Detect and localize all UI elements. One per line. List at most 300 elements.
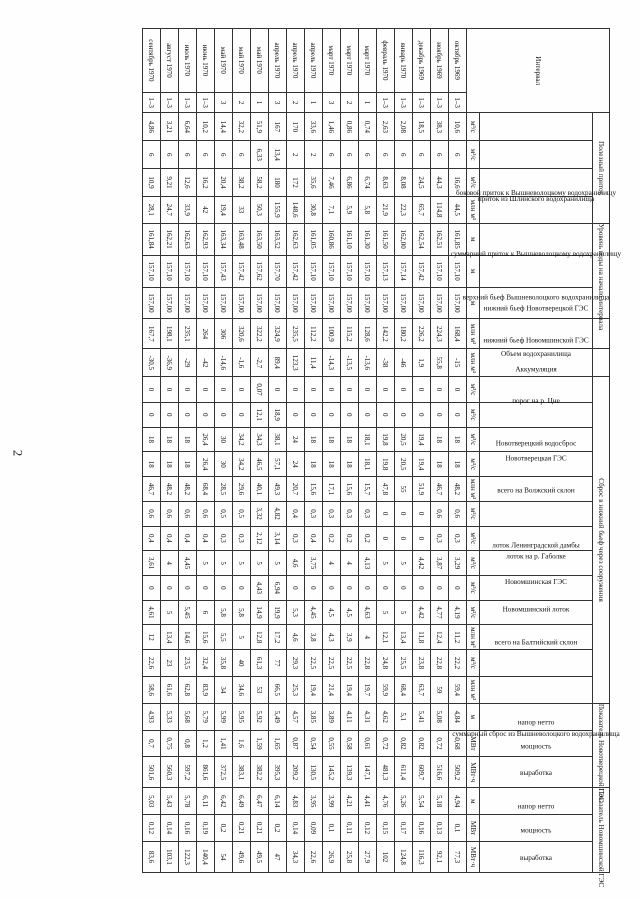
table-cell: 13,4 [161, 625, 179, 650]
table-cell: 30,8 [305, 196, 323, 223]
table-cell: 0,4 [143, 526, 161, 551]
table-cell: 383,1 [233, 757, 251, 788]
row-period: февраль 1970 [377, 29, 395, 93]
table-cell: -29 [179, 349, 197, 377]
row-decade: 1–3 [197, 92, 215, 113]
column-header-12: Новотверецкий водосброс [480, 402, 593, 427]
table-cell: 6 [377, 141, 395, 169]
row-decade: 1–3 [377, 92, 395, 113]
table-cell: 6 [197, 141, 215, 169]
table-cell: 157,00 [287, 287, 305, 319]
table-cell: 0,3 [359, 501, 377, 526]
table-cell: 167,7 [143, 319, 161, 349]
table-cell: 1,65 [269, 730, 287, 757]
table-cell: 19,8 [377, 427, 395, 452]
table-cell: 30 [215, 452, 233, 477]
table-cell: 4,3 [323, 625, 341, 650]
table-cell: 3,99 [323, 788, 341, 815]
table-cell: 157,00 [233, 287, 251, 319]
table-cell: 12,8 [251, 625, 269, 650]
table-cell: 155,9 [269, 196, 287, 223]
table-cell: 0,12 [143, 815, 161, 842]
table-cell: 18 [161, 427, 179, 452]
table-cell: 33 [233, 196, 251, 223]
table-cell: 0 [287, 377, 305, 403]
table-cell: 115,2 [341, 319, 359, 349]
table-cell: 4,6 [287, 625, 305, 650]
column-unit-2: м³/с [467, 113, 480, 141]
table-cell: 2,12 [251, 526, 269, 551]
table-cell: 5,43 [161, 788, 179, 815]
table-cell: 46,7 [143, 477, 161, 502]
table-cell: 92,1 [431, 841, 449, 872]
column-unit-21: млн м³ [467, 625, 480, 650]
table-cell: 0,5 [215, 501, 233, 526]
table-cell: 4,5 [323, 600, 341, 625]
table-cell: 157,00 [305, 287, 323, 319]
table-cell: 0 [143, 575, 161, 600]
table-cell: 0,16 [413, 815, 431, 842]
table-cell: 32,2 [233, 113, 251, 141]
table-cell: 0,21 [233, 815, 251, 842]
table-cell: 0 [413, 526, 431, 551]
table-cell: 4,45 [179, 551, 197, 576]
table-cell: 157,00 [269, 287, 287, 319]
row-period: июль 1970 [179, 29, 197, 93]
table-cell: 3,32 [251, 501, 269, 526]
group-header-interval: Интервал [467, 29, 610, 113]
table-cell: 157,00 [179, 287, 197, 319]
table-cell: 162,00 [395, 223, 413, 255]
table-cell: 4,76 [377, 788, 395, 815]
row-period: март 1970 [359, 29, 377, 93]
group-header-row [593, 29, 610, 873]
table-cell: 5,08 [431, 703, 449, 730]
table-cell: 172 [287, 169, 305, 197]
table-cell: 6,11 [197, 788, 215, 815]
table-cell: 18 [161, 452, 179, 477]
table-cell: 157,10 [197, 255, 215, 287]
table-cell: 53 [251, 676, 269, 703]
table-cell: 25,5 [395, 650, 413, 677]
table-cell: 34,2 [233, 452, 251, 477]
table-cell: 5 [395, 551, 413, 576]
table-cell: 157,14 [395, 255, 413, 287]
table-cell: 0,3 [431, 526, 449, 551]
table-cell: 3,14 [269, 526, 287, 551]
table-cell: -13,6 [359, 349, 377, 377]
table-cell: 19,4 [341, 676, 359, 703]
table-cell: 162,93 [197, 223, 215, 255]
table-cell: 6 [143, 141, 161, 169]
table-cell: 100,9 [323, 319, 341, 349]
row-decade: 1–3 [431, 92, 449, 113]
table-cell: 42 [197, 196, 215, 223]
table-cell: 0,4 [305, 526, 323, 551]
table-cell: 209,2 [287, 757, 305, 788]
table-cell: 18 [449, 427, 467, 452]
table-cell: 112,2 [305, 319, 323, 349]
table-cell: -42 [197, 349, 215, 377]
column-header-2: боковой приток к Вышневолоцкому водохранилищу [480, 113, 593, 141]
table-cell: 160,86 [323, 223, 341, 255]
table-cell: 161,50 [377, 223, 395, 255]
table-cell: 61,6 [161, 676, 179, 703]
table-cell: 26,4 [197, 452, 215, 477]
table-cell: 0 [395, 501, 413, 526]
table-cell: 34,6 [233, 676, 251, 703]
table-cell: 180 [269, 169, 287, 197]
table-cell: 6 [179, 141, 197, 169]
table-cell: 0,21 [251, 815, 269, 842]
column-header-16: лоток Ленинградской дамбы [480, 501, 593, 526]
table-cell: 19,7 [359, 676, 377, 703]
table-cell: -1,6 [233, 349, 251, 377]
table-cell: 0,82 [395, 730, 413, 757]
table-cell: 19,4 [413, 427, 431, 452]
table-cell: 162,63 [287, 223, 305, 255]
table-cell: -14,3 [323, 349, 341, 377]
table-cell: 6 [323, 141, 341, 169]
table-cell: 163,50 [251, 223, 269, 255]
table-cell: 24 [287, 427, 305, 452]
column-unit-17: м³/с [467, 526, 480, 551]
table-cell: 59,4 [449, 676, 467, 703]
table-row [377, 29, 395, 873]
table-cell: 34 [215, 676, 233, 703]
column-header-3: приток из Шлинского водохранилища [480, 141, 593, 169]
table-cell: 4,57 [287, 703, 305, 730]
row-period: апрель 1970 [305, 29, 323, 93]
table-cell: 5,78 [179, 788, 197, 815]
table-cell: 611,4 [395, 757, 413, 788]
table-cell: 18 [449, 452, 467, 477]
table-cell: 157,62 [251, 255, 269, 287]
row-period: апрель 1970 [269, 29, 287, 93]
table-cell: 33,6 [305, 113, 323, 141]
table-row [413, 29, 431, 873]
table-cell: 3,85 [305, 703, 323, 730]
table-cell: 0 [305, 402, 323, 427]
table-cell: 18 [341, 427, 359, 452]
table-cell: 22,5 [305, 650, 323, 677]
table-cell: 157,00 [377, 287, 395, 319]
table-cell: 22,2 [449, 650, 467, 677]
table-cell: 83,6 [143, 841, 161, 872]
column-header-22: суммарный сброс из Вышневолоцкого водохранилища [480, 650, 593, 677]
row-decade: 1–3 [143, 92, 161, 113]
table-cell: 18 [431, 427, 449, 452]
table-cell: 38,2 [233, 169, 251, 197]
table-cell: 162,21 [161, 223, 179, 255]
table-cell: 226,2 [413, 319, 431, 349]
column-header-26: выработка [480, 757, 593, 788]
table-cell: 5 [233, 551, 251, 576]
table-cell: 0,54 [305, 730, 323, 757]
table-cell: 103,1 [161, 841, 179, 872]
table-cell: 9,21 [161, 169, 179, 197]
page-number: 2 [10, 449, 26, 457]
table-cell: 162,51 [431, 223, 449, 255]
column-unit-19: м³/с [467, 575, 480, 600]
table-cell: 18,9 [269, 402, 287, 427]
table-cell: 0,3 [215, 526, 233, 551]
column-unit-26: МВт·ч [467, 757, 480, 788]
table-cell: 38,3 [431, 113, 449, 141]
table-body [143, 29, 467, 873]
table-cell: 1,59 [251, 730, 269, 757]
table-cell: 0,4 [287, 501, 305, 526]
table-cell: 157,10 [341, 255, 359, 287]
column-unit-16: м³/с [467, 501, 480, 526]
table-cell: 124,8 [395, 841, 413, 872]
column-unit-22: м³/с [467, 650, 480, 677]
table-cell: 18,1 [359, 452, 377, 477]
table-cell: 0 [359, 377, 377, 403]
table-cell: 6 [233, 141, 251, 169]
table-cell: 18 [341, 452, 359, 477]
table-cell: 0 [413, 402, 431, 427]
column-header-7: нижний бьеф Новотверецкой ГЭС [480, 255, 593, 287]
table-cell: 324,9 [269, 319, 287, 349]
table-cell: 65,7 [413, 196, 431, 223]
table-cell: 157,00 [215, 287, 233, 319]
table-cell: 116,3 [413, 841, 431, 872]
table-cell: 163,34 [215, 223, 233, 255]
column-header-8: нижний бьеф Новомшинской ГЭС [480, 287, 593, 319]
row-period: май 1970 [251, 29, 269, 93]
table-cell: 35,8 [215, 650, 233, 677]
table-cell: 0,55 [323, 730, 341, 757]
table-cell: 5,92 [251, 703, 269, 730]
column-unit-14: м³/с [467, 452, 480, 477]
table-cell: 11,2 [449, 625, 467, 650]
table-cell: 0 [431, 402, 449, 427]
group-header-spacer-2 [593, 349, 610, 377]
table-cell: 0 [395, 402, 413, 427]
row-decade: 3 [215, 92, 233, 113]
table-cell: 168,4 [449, 319, 467, 349]
table-cell: 0 [305, 377, 323, 403]
table-cell: 20,7 [287, 477, 305, 502]
table-cell: 6,14 [269, 788, 287, 815]
table-cell: 4,42 [413, 551, 431, 576]
table-row [323, 29, 341, 873]
column-header-17: лоток на р. Габолке [480, 526, 593, 551]
table-cell: 0 [449, 377, 467, 403]
table-cell: 0,74 [359, 113, 377, 141]
column-header-9: Объем водохранилища [480, 319, 593, 349]
column-unit-23: млн м³ [467, 676, 480, 703]
table-cell: 4 [341, 551, 359, 576]
table-cell: 6,42 [215, 788, 233, 815]
table-cell: 5,99 [215, 703, 233, 730]
table-cell: 157,10 [359, 255, 377, 287]
table-cell: 114,8 [431, 196, 449, 223]
table-cell: 157,00 [161, 287, 179, 319]
column-header-6: верхний бьеф Вышневолоцкого водохранилища [480, 223, 593, 255]
table-cell: 18 [323, 452, 341, 477]
table-cell: 157,00 [449, 287, 467, 319]
table-cell: 0 [395, 575, 413, 600]
table-row [359, 29, 377, 873]
column-unit-7: м [467, 255, 480, 287]
table-cell: 0,75 [161, 730, 179, 757]
table-cell: 1,9 [413, 349, 431, 377]
table-cell: 157,10 [449, 255, 467, 287]
table-row [197, 29, 215, 873]
table-cell: 19,8 [377, 452, 395, 477]
table-cell: 4,93 [143, 703, 161, 730]
table-cell: 5,9 [341, 196, 359, 223]
table-cell: 306 [215, 319, 233, 349]
table-cell: 0,4 [179, 526, 197, 551]
table-cell: 0,72 [431, 730, 449, 757]
table-cell: 83,9 [197, 676, 215, 703]
table-cell: 0,1 [323, 815, 341, 842]
table-cell: 0 [143, 402, 161, 427]
table-cell: 0 [305, 575, 323, 600]
column-header-25: мощность [480, 730, 593, 757]
table-cell: 0 [197, 402, 215, 427]
table-cell: 18 [179, 452, 197, 477]
table-cell: 157,10 [161, 255, 179, 287]
table-cell: 22,8 [359, 650, 377, 677]
table-cell: 0 [287, 575, 305, 600]
table-cell: 0,61 [359, 730, 377, 757]
table-cell: 20,4 [215, 169, 233, 197]
row-period: март 1970 [341, 29, 359, 93]
column-header-24: напор нетто [480, 703, 593, 730]
table-cell: 4 [359, 625, 377, 650]
table-cell: 10,6 [449, 113, 467, 141]
table-cell: 0,12 [359, 815, 377, 842]
table-cell: 597,2 [179, 757, 197, 788]
table-cell: 0 [449, 402, 467, 427]
row-period: апрель 1970 [287, 29, 305, 93]
column-header-14: всего на Волжский склон [480, 452, 593, 477]
table-cell: 46,7 [431, 477, 449, 502]
table-cell: 16,2 [197, 169, 215, 197]
row-period: январь 1970 [395, 29, 413, 93]
row-decade: 2 [287, 92, 305, 113]
table-cell: 6 [161, 141, 179, 169]
table-cell: 0 [143, 377, 161, 403]
table-cell: 11,8 [413, 625, 431, 650]
table-cell: 58,2 [251, 169, 269, 197]
row-period: декабрь 1969 [413, 29, 431, 93]
table-cell: 17,1 [323, 477, 341, 502]
table-cell: 162,54 [413, 223, 431, 255]
table-row [305, 29, 323, 873]
table-cell: 22,5 [323, 650, 341, 677]
table-cell: 0 [323, 575, 341, 600]
table-cell: 0 [197, 575, 215, 600]
table-cell: 6,33 [251, 141, 269, 169]
column-unit-24: м [467, 703, 480, 730]
table-cell: 63,7 [413, 676, 431, 703]
table-cell: 10,2 [197, 113, 215, 141]
table-cell: 157,70 [269, 255, 287, 287]
table-cell: 55 [395, 477, 413, 502]
table-cell: 130,5 [305, 757, 323, 788]
table-cell: 0,6 [179, 501, 197, 526]
row-decade: 1–3 [161, 92, 179, 113]
table-cell: 0 [341, 575, 359, 600]
column-unit-8: м [467, 287, 480, 319]
table-cell: 6 [341, 141, 359, 169]
table-cell: 29,3 [287, 650, 305, 677]
table-cell: 5,5 [215, 625, 233, 650]
table-cell: 57,1 [269, 452, 287, 477]
column-unit-29: МВт·ч [467, 841, 480, 872]
group-header-novomsh: Показатель Новомшинской ГЭС [593, 788, 610, 873]
table-cell: 34,3 [287, 841, 305, 872]
column-header-28: мощность [480, 815, 593, 842]
table-row [161, 29, 179, 873]
table-cell: 3,8 [305, 625, 323, 650]
table-cell: 0,14 [287, 815, 305, 842]
table-cell: 66,5 [269, 676, 287, 703]
table-cell: 49,6 [233, 841, 251, 872]
table-cell: 18 [323, 427, 341, 452]
table-cell: 55,8 [431, 349, 449, 377]
table-cell: 0 [395, 377, 413, 403]
table-cell: 372,5 [215, 757, 233, 788]
table-cell: 44,5 [449, 196, 467, 223]
table-cell: 0 [449, 575, 467, 600]
rotated-table-container [20, 28, 622, 888]
column-header-13: Новотверецкая ГЭС [480, 427, 593, 452]
group-header-discharge: Сброс в нижний бьеф через сооружения [593, 377, 610, 704]
table-cell: 0,17 [395, 815, 413, 842]
table-cell: 0 [413, 575, 431, 600]
column-header-27: напор нетто [480, 788, 593, 815]
table-cell: 51,9 [251, 113, 269, 141]
table-cell: 161,05 [305, 223, 323, 255]
table-cell: 5,8 [233, 600, 251, 625]
table-cell: -30,5 [143, 349, 161, 377]
table-cell: 6,47 [251, 788, 269, 815]
table-cell: 14,6 [179, 625, 197, 650]
table-cell: 4,83 [287, 788, 305, 815]
row-decade: 2 [233, 92, 251, 113]
table-cell: 157,42 [413, 255, 431, 287]
table-cell: 235,5 [287, 319, 305, 349]
table-cell: 46,5 [251, 452, 269, 477]
table-cell: 18,5 [413, 113, 431, 141]
table-cell: -36,9 [161, 349, 179, 377]
table-cell: 157,43 [215, 255, 233, 287]
table-cell: 0,87 [287, 730, 305, 757]
column-unit-12: м³/с [467, 402, 480, 427]
table-cell: 17,2 [269, 625, 287, 650]
table-cell: 0 [395, 526, 413, 551]
table-cell: 26,9 [323, 841, 341, 872]
table-cell: 157,00 [359, 287, 377, 319]
table-cell: 77,3 [449, 841, 467, 872]
column-header-18: Новомшинская ГЭС [480, 551, 593, 576]
table-cell: 0,15 [377, 815, 395, 842]
table-cell: 139,3 [341, 757, 359, 788]
table-cell: 4,61 [143, 600, 161, 625]
table-cell: 0,6 [161, 501, 179, 526]
row-period: май 1970 [233, 29, 251, 93]
table-cell: 140,4 [197, 841, 215, 872]
table-row [143, 29, 161, 873]
table-cell: 0,72 [377, 730, 395, 757]
table-cell: 4,62 [377, 703, 395, 730]
